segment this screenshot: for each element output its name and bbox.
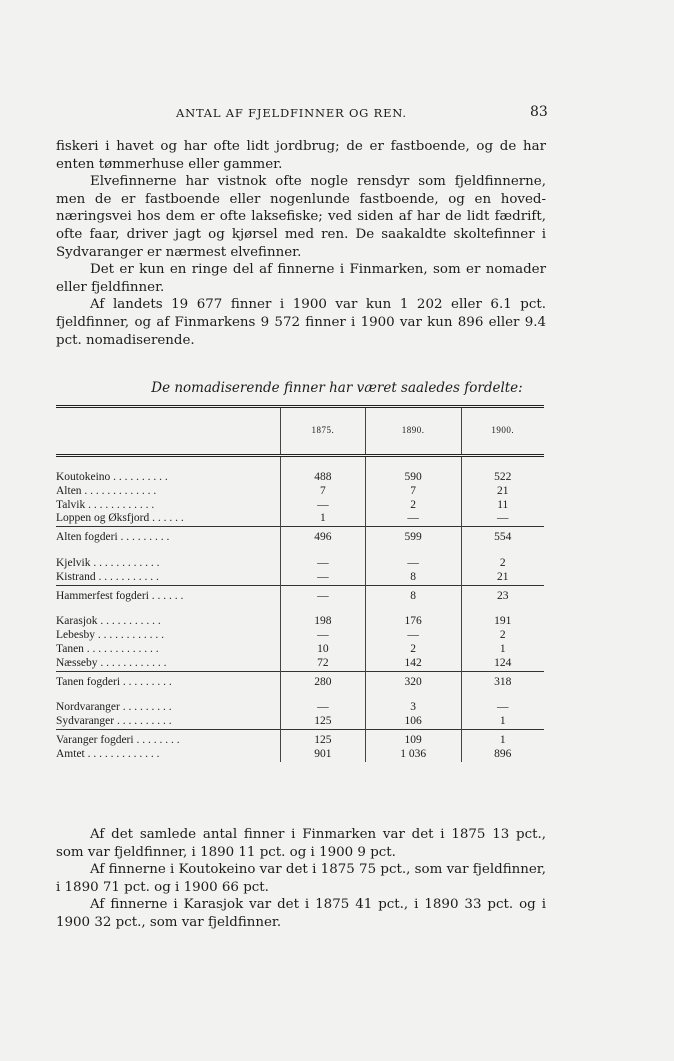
value-1900: 21: [461, 571, 544, 585]
row-label: Karasjok . . . . . . . . . . .: [56, 615, 161, 628]
row-label: Kjelvik . . . . . . . . . . . .: [56, 556, 160, 569]
header-blank-cell: [56, 407, 281, 456]
table-row: [56, 512, 544, 526]
paragraph: Af det samlede antal finner i Finmarken var det i 1875 13 pct., som var fjeldfinner, i 1890 11 pct. og i 1900 9 pct.: [56, 827, 546, 860]
paragraph: fiskeri i havet og har ofte lidt jordbrug; de er fastboende, og de har enten tømmerhuse eller gammer.: [56, 139, 546, 172]
value-1900: 1: [461, 715, 544, 729]
value-1875: 488: [281, 456, 366, 485]
value-1875: 125: [281, 729, 366, 747]
paragraph: Af finnerne i Koutokeino var det i 1875 75 pct., som var fjeldfinner, i 1890 71 pct. og i 1900 66 pct.: [56, 862, 546, 895]
value-1900: 2: [461, 629, 544, 643]
value-1900: 1: [461, 643, 544, 657]
row-label: Hammerfest fogderi . . . . . .: [56, 585, 281, 615]
paragraph: Elvefinnerne har vistnok ofte nogle rensdyr som fjeldfinnerne, men de er fastboende eller nogenlunde fastboende, og en hoved-næringsvei hos dem er ofte laksefiske; ved siden af har de lidt fædrift, ofte faar, driver jagt og kjørsel med ren. De saakaldte skoltefinner i Sydvaranger er nærmest elvefinner.: [56, 174, 546, 260]
row-label: Alten fogderi . . . . . . . . .: [56, 527, 281, 557]
value-1875: 72: [281, 657, 366, 671]
value-1900: 2: [461, 557, 544, 571]
value-1875: 1: [281, 512, 366, 526]
row-label: Alten . . . . . . . . . . . . .: [56, 484, 157, 497]
table-row: [56, 557, 544, 571]
nomad-distribution-table: [56, 405, 544, 762]
value-1890: 2: [365, 499, 461, 513]
row-label: Lebesby . . . . . . . . . . . .: [56, 629, 164, 642]
value-1890: 2: [365, 643, 461, 657]
table-row: [56, 715, 544, 729]
row-label: Talvik . . . . . . . . . . . .: [56, 498, 155, 511]
column-header-1900: 1900.: [461, 407, 544, 456]
value-1890: 106: [365, 715, 461, 729]
paragraph: Af finnerne i Karasjok var det i 1875 41 pct., i 1890 33 pct. og i 1900 32 pct., som var fjeldfinner.: [56, 897, 546, 930]
table-row: [56, 748, 544, 762]
page-number: 83: [530, 104, 548, 120]
table-body: [56, 456, 544, 762]
value-1875: —: [281, 499, 366, 513]
row-label: Amtet . . . . . . . . . . . . .: [56, 747, 160, 760]
value-1875: —: [281, 571, 366, 585]
value-1890: 1 036: [365, 748, 461, 762]
row-label: Sydvaranger . . . . . . . . . .: [56, 715, 172, 728]
value-1900: 21: [461, 485, 544, 499]
value-1875: 496: [281, 527, 366, 557]
value-1900: 554: [461, 527, 544, 557]
value-1890: —: [365, 557, 461, 571]
value-1875: 125: [281, 715, 366, 729]
value-1890: 3: [365, 701, 461, 715]
table-header-row: [56, 407, 544, 456]
value-1890: 599: [365, 527, 461, 557]
value-1890: 8: [365, 571, 461, 585]
table-row: [56, 657, 544, 671]
value-1890: 590: [365, 456, 461, 485]
table-row: [56, 643, 544, 657]
value-1900: 23: [461, 585, 544, 615]
table-row: [56, 485, 544, 499]
row-label: Kistrand . . . . . . . . . . .: [56, 570, 159, 583]
value-1900: 191: [461, 615, 544, 629]
paragraph: Det er kun en ringe del af finnerne i Finmarken, som er nomader eller fjeldfinner.: [56, 262, 546, 295]
column-header-1875: 1875.: [281, 407, 366, 456]
row-label: Nordvaranger . . . . . . . . .: [56, 701, 172, 714]
table-row: [56, 701, 544, 715]
table-subtotal-row: [56, 585, 544, 615]
running-title: ANTAL AF FJELDFINNER OG REN.: [176, 106, 407, 120]
value-1875: —: [281, 557, 366, 571]
table-row: [56, 615, 544, 629]
table-row: [56, 571, 544, 585]
value-1875: —: [281, 701, 366, 715]
value-1890: —: [365, 629, 461, 643]
table-caption: De nomadiserende finner har været saaledes fordelte:: [151, 380, 523, 396]
value-1890: 176: [365, 615, 461, 629]
row-label: Tanen fogderi . . . . . . . . .: [56, 671, 281, 701]
table-subtotal-row: [56, 527, 544, 557]
value-1875: —: [281, 585, 366, 615]
table-subtotal-row: [56, 671, 544, 701]
value-1890: 320: [365, 671, 461, 701]
value-1875: 7: [281, 485, 366, 499]
value-1875: 280: [281, 671, 366, 701]
row-label: Tanen . . . . . . . . . . . . .: [56, 642, 159, 655]
value-1900: 522: [461, 456, 544, 485]
value-1890: —: [365, 512, 461, 526]
table-subtotal-row: [56, 729, 544, 747]
row-label: Næsseby . . . . . . . . . . . .: [56, 656, 167, 669]
table-row: [56, 499, 544, 513]
value-1890: 142: [365, 657, 461, 671]
value-1900: 896: [461, 748, 544, 762]
value-1900: 11: [461, 499, 544, 513]
value-1890: 7: [365, 485, 461, 499]
value-1875: —: [281, 629, 366, 643]
value-1875: 198: [281, 615, 366, 629]
value-1890: 8: [365, 585, 461, 615]
value-1900: 124: [461, 657, 544, 671]
value-1890: 109: [365, 729, 461, 747]
table-row: [56, 456, 544, 485]
value-1900: —: [461, 701, 544, 715]
body-text-bottom: [56, 826, 546, 932]
value-1875: 901: [281, 748, 366, 762]
value-1900: —: [461, 512, 544, 526]
table-row: [56, 629, 544, 643]
row-label: Loppen og Øksfjord . . . . . .: [56, 512, 184, 525]
column-header-1890: 1890.: [365, 407, 461, 456]
row-label: Varanger fogderi . . . . . . . .: [56, 729, 281, 747]
paragraph: Af landets 19 677 finner i 1900 var kun 1 202 eller 6.1 pct. fjeldfinner, og af Finmarkens 9 572 finner i 1900 var kun 896 eller 9.4 pct. nomadiserende.: [56, 297, 546, 348]
value-1900: 318: [461, 671, 544, 701]
value-1875: 10: [281, 643, 366, 657]
row-label: Koutokeino . . . . . . . . . .: [56, 471, 168, 483]
value-1900: 1: [461, 729, 544, 747]
body-text-top: [56, 138, 546, 349]
